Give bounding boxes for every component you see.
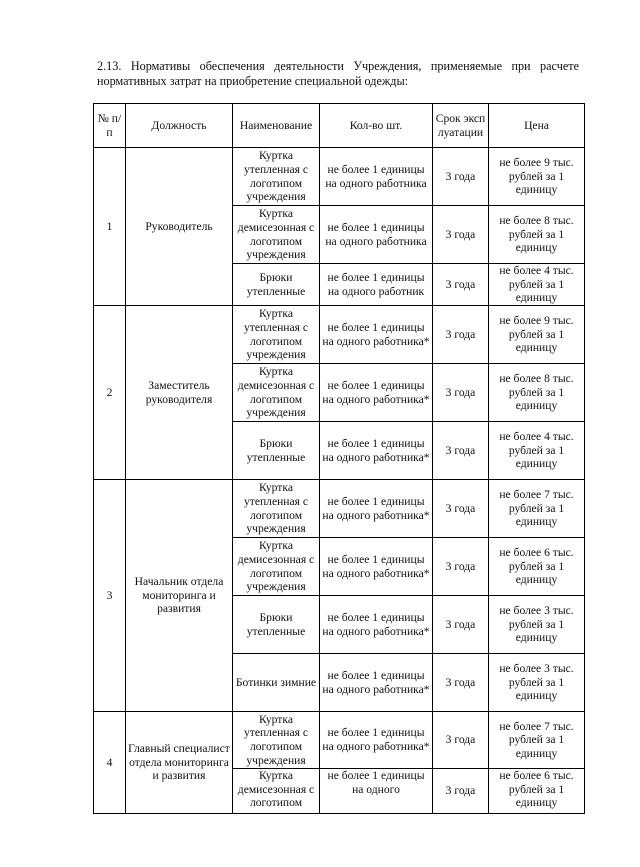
cell-text: Куртка демисезонная с логотипом учреждения — [237, 365, 315, 420]
cell-item-name — [233, 148, 320, 206]
cell-qty: не более 1 единицы на одного работника — [320, 148, 433, 206]
header-term: Срок эксплуатации — [433, 104, 489, 148]
cell-price: не более 4 тыс. рублей за 1 единицу — [489, 422, 585, 480]
cell-term: 3 года — [433, 422, 489, 480]
cell-qty: не более 1 единицы на одного работник — [320, 264, 433, 306]
cell-price: не более 8 тыс. рублей за 1 единицу — [489, 206, 585, 264]
cell-term: 3 года — [433, 538, 489, 596]
cell-qty — [320, 364, 433, 422]
section-heading — [97, 59, 579, 89]
table-row — [94, 148, 585, 206]
cell-position: Заместитель руководителя — [126, 306, 233, 480]
cell-text: Куртка демисезонная с логотипом — [237, 769, 315, 810]
cell-price: не более 8 тыс. рублей за 1 единицу — [489, 364, 585, 422]
header-name: Наименование — [233, 104, 320, 148]
cell-text: Куртка утепленная с логотипом учреждения — [243, 481, 309, 536]
cell-term: 3 года — [433, 480, 489, 538]
cell-term: 3 года — [433, 306, 489, 364]
cell-term: 3 года — [433, 264, 489, 306]
cell-price: не более 7 тыс. рублей за 1 единицу — [489, 712, 585, 769]
cell-item-name — [233, 769, 320, 814]
cell-qty — [320, 596, 433, 654]
cell-qty — [320, 422, 433, 480]
cell-item-name: Брюки утепленные — [233, 422, 320, 480]
header-price: Цена — [489, 104, 585, 148]
cell-price: не более 9 тыс. рублей за 1 единицу — [489, 306, 585, 364]
table-row — [94, 480, 585, 538]
cell-price: не более 3 тыс. рублей за 1 единицу — [489, 596, 585, 654]
cell-item-name: Брюки утепленные — [233, 596, 320, 654]
cell-text: не более 6 тыс. рублей за 1 единицу — [499, 769, 574, 810]
cell-text: Куртка демисезонная с логотипом учреждения — [237, 539, 315, 594]
cell-item-name — [233, 712, 320, 769]
cell-item-name — [233, 206, 320, 264]
cell-item-name: Ботинки зимние — [233, 654, 320, 712]
cell-qty: не более 1 единицы на одного работника — [320, 206, 433, 264]
cell-text: Куртка демисезонная с логотипом учреждения — [237, 207, 315, 262]
cell-term: 3 года — [433, 148, 489, 206]
cell-text: не более 1 единицы на одного работника* — [322, 320, 430, 348]
cell-position: Руководитель — [126, 148, 233, 306]
cell-term: 3 года — [433, 364, 489, 422]
cell-num: 4 — [94, 712, 126, 814]
cell-text: не более 1 единицы на одного работника* — [322, 494, 430, 522]
cell-price: не более 4 тыс. рублей за 1 единицу — [489, 264, 585, 306]
cell-qty — [320, 480, 433, 538]
heading-line-2: нормативных затрат на приобретение специальной одежды: — [97, 74, 409, 88]
cell-text: не более 1 единицы на одного работника* — [322, 378, 430, 406]
cell-text: не более 1 единицы на одного работника* — [322, 552, 430, 580]
heading-line-1: 2.13. Нормативы обеспечения деятельности Учреждения, применяемые при расчете — [97, 59, 579, 73]
cell-text: не более 1 единицы на одного работника* — [322, 726, 430, 753]
cell-price — [489, 769, 585, 814]
cell-price: не более 9 тыс. рублей за 1 единицу — [489, 148, 585, 206]
cell-item-name — [233, 538, 320, 596]
header-num: № п/п — [94, 104, 126, 148]
cell-price: не более 3 тыс. рублей за 1 единицу — [489, 654, 585, 712]
clothing-norms-table — [93, 103, 585, 814]
cell-item-name: Брюки утепленные — [233, 264, 320, 306]
cell-qty — [320, 538, 433, 596]
table-header-row — [94, 104, 585, 148]
cell-text: не более 1 единицы на одного работника* — [322, 436, 430, 464]
cell-price: не более 7 тыс. рублей за 1 единицу — [489, 480, 585, 538]
header-position: Должность — [126, 104, 233, 148]
cell-text: не более 1 единицы на одного работника* — [322, 668, 430, 696]
cell-text: Куртка утепленная с логотипом учреждения — [243, 149, 309, 204]
table-row — [94, 712, 585, 769]
cell-qty — [320, 712, 433, 769]
cell-term: 3 года — [433, 596, 489, 654]
header-qty: Кол-во шт. — [320, 104, 433, 148]
cell-position: Начальник отдела мониторинга и развития — [126, 480, 233, 712]
cell-num: 1 — [94, 148, 126, 306]
cell-item-name — [233, 306, 320, 364]
cell-text: Куртка утепленная с логотипом учреждения — [243, 712, 309, 767]
cell-num: 3 — [94, 480, 126, 712]
cell-qty — [320, 654, 433, 712]
cell-term: 3 года — [433, 769, 489, 814]
cell-text: Куртка утепленная с логотипом учреждения — [243, 307, 309, 362]
cell-num: 2 — [94, 306, 126, 480]
table-row — [94, 306, 585, 364]
cell-item-name — [233, 480, 320, 538]
cell-term: 3 года — [433, 206, 489, 264]
cell-text: не более 1 единицы на одного работника* — [322, 610, 430, 638]
cell-term: 3 года — [433, 654, 489, 712]
cell-qty — [320, 306, 433, 364]
cell-qty — [320, 769, 433, 814]
cell-text: не более 1 единицы на одного — [327, 769, 425, 796]
cell-term: 3 года — [433, 712, 489, 769]
cell-item-name — [233, 364, 320, 422]
cell-position: Главный специалист отдела мониторинга и развития — [126, 712, 233, 814]
cell-price: не более 6 тыс. рублей за 1 единицу — [489, 538, 585, 596]
